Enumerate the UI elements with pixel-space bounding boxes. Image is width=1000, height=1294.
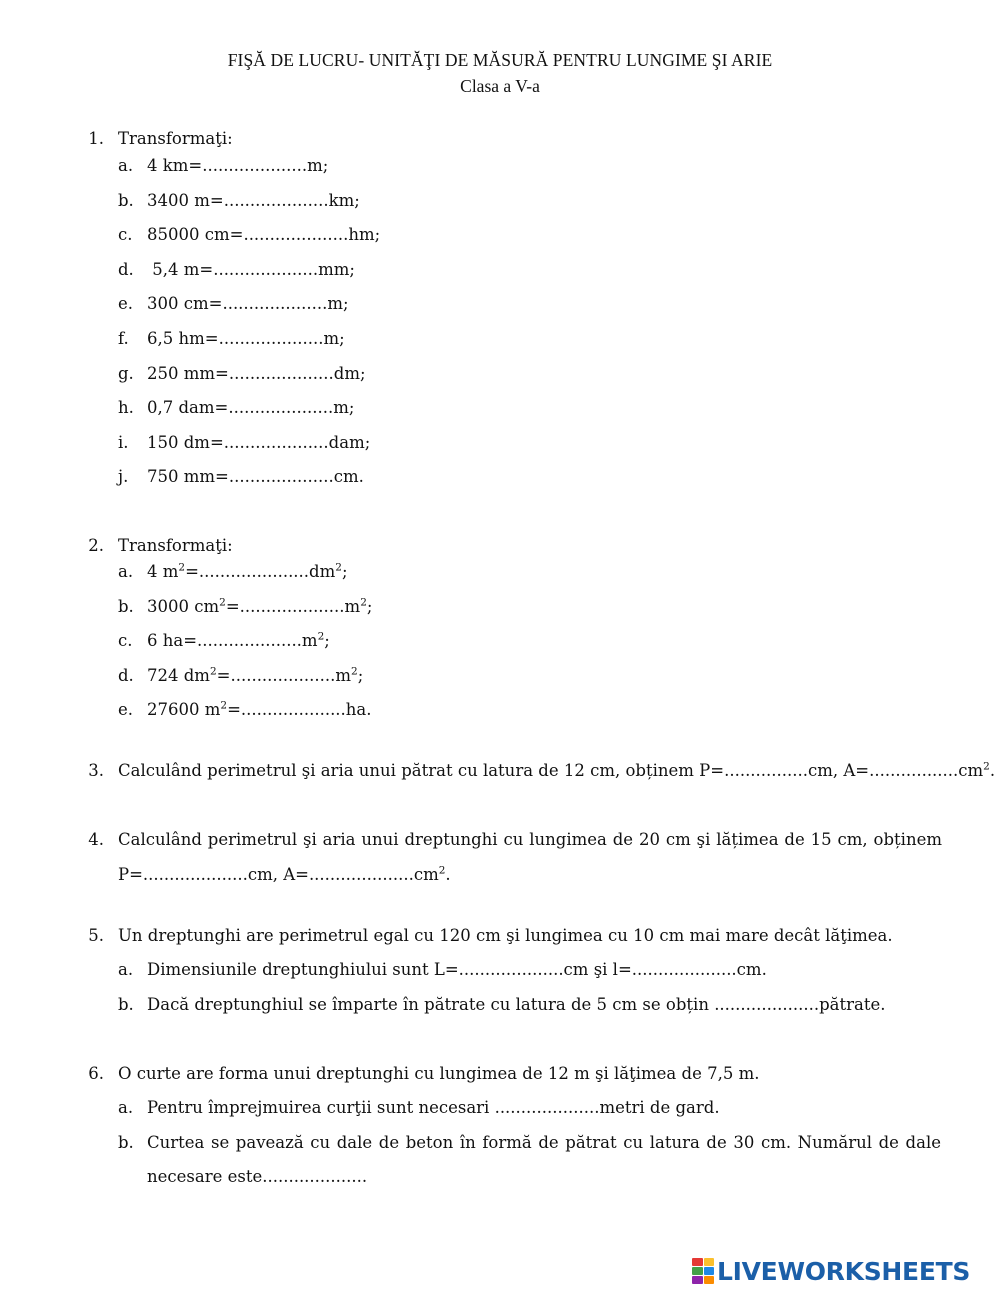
item-text[interactable]: 27600 $m^2=....................ha$. bbox=[147, 699, 372, 720]
item-letter: c. bbox=[118, 631, 133, 651]
item-text[interactable]: 4 km=....................m; bbox=[147, 156, 329, 175]
q6-number: 6. bbox=[88, 1064, 104, 1083]
q3-end: . bbox=[989, 761, 996, 780]
q6-b-letter: b. bbox=[118, 1133, 134, 1152]
item-letter: a. bbox=[118, 156, 134, 175]
q1-number: 1. bbox=[88, 129, 104, 148]
q4-number: 4. bbox=[88, 830, 104, 849]
page-subtitle: Clasa a V-a bbox=[460, 76, 540, 96]
item-letter: a. bbox=[118, 562, 134, 581]
q6-a-text: Pentru împrejmuirea curţii sunt necesari ....................metri de gard. bbox=[147, 1098, 720, 1117]
q5-a-letter: a. bbox=[118, 960, 134, 979]
item-text[interactable]: 3000 $cm^2=....................m^2$; bbox=[147, 596, 373, 616]
q4-line1: Calculând perimetrul şi aria unui dreptunghi cu lungimea de 20 cm şi lățimea de 15 cm, obținem bbox=[118, 830, 942, 849]
q3-number: 3. bbox=[88, 761, 104, 780]
q5-b-letter: b. bbox=[118, 995, 134, 1014]
item-text[interactable]: 300 cm=....................m; bbox=[147, 294, 349, 314]
item-text[interactable]: 4 $m^2=.....................dm^2$; bbox=[147, 561, 348, 581]
item-letter: d. bbox=[118, 259, 134, 279]
liveworksheets-logo[interactable] bbox=[692, 1256, 970, 1286]
item-letter: i. bbox=[118, 432, 129, 452]
item-text[interactable]: 150 dm=....................dam; bbox=[147, 432, 371, 452]
item-text[interactable]: 85000 cm=....................hm; bbox=[147, 225, 381, 245]
page-title: FIŞĂ DE LUCRU- UNITĂŢI DE MĂSURĂ PENTRU LUNGIME ŞI ARIE bbox=[227, 50, 773, 70]
item-text[interactable]: 724 $dm^2=....................m^2$; bbox=[147, 665, 364, 685]
item-letter: c. bbox=[118, 225, 133, 245]
item-letter: f. bbox=[118, 329, 129, 348]
item-letter: e. bbox=[118, 294, 134, 314]
q6-b-line2: necesare este.................... bbox=[147, 1167, 368, 1186]
item-letter: b. bbox=[118, 190, 134, 210]
q2-label: Transformaţi: bbox=[118, 536, 233, 555]
item-text[interactable]: 250 mm=....................dm; bbox=[147, 363, 366, 383]
q5-a-text: Dimensiunile dreptunghiului sunt L=....................cm şi l=....................cm. bbox=[147, 960, 767, 979]
q4-line2: P=....................cm, A=....................cm bbox=[118, 865, 439, 884]
q2-number: 2. bbox=[88, 536, 104, 555]
item-letter: d. bbox=[118, 665, 134, 685]
q5-number: 5. bbox=[88, 926, 104, 945]
item-text[interactable]: 750 mm=....................cm. bbox=[147, 467, 364, 487]
q6-b-line1: Curtea se pavează cu dale de beton în formă de pătrat cu latura de 30 cm. Numărul de dale bbox=[147, 1133, 941, 1152]
item-letter: b. bbox=[118, 596, 134, 616]
logo-text: LIVEWORKSHEETS bbox=[717, 1256, 971, 1286]
q4-line2-row bbox=[118, 864, 451, 886]
item-text[interactable]: 0,7 dam=....................m; bbox=[147, 398, 355, 418]
q6-a-letter: a. bbox=[118, 1098, 134, 1117]
item-text[interactable]: 3400 m=....................km; bbox=[147, 190, 360, 210]
item-text[interactable]: 5,4 m=....................mm; bbox=[147, 259, 355, 279]
q5-b-text: Dacă dreptunghiul se împarte în pătrate cu latura de 5 cm se obțin ....................pătrate. bbox=[147, 995, 886, 1014]
q4-end: . bbox=[445, 865, 451, 884]
item-letter: g. bbox=[118, 363, 134, 383]
q3-exponent: 2 bbox=[983, 760, 990, 773]
item-letter: e. bbox=[118, 700, 134, 720]
q3-text: Calculând perimetrul şi aria unui pătrat cu latura de 12 cm, obținem P=................cm, A=.................cm bbox=[118, 761, 984, 780]
item-text[interactable]: 6 $ha=....................m^2$; bbox=[147, 630, 330, 651]
q1-label: Transformaţi: bbox=[118, 129, 233, 148]
logo-blocks-icon bbox=[692, 1258, 714, 1284]
item-letter: j. bbox=[118, 467, 129, 487]
q5-text: Un dreptunghi are perimetrul egal cu 120 cm şi lungimea cu 10 cm mai mare decât lăţimea. bbox=[118, 926, 893, 945]
q6-text: O curte are forma unui dreptunghi cu lungimea de 12 m şi lăţimea de 7,5 m. bbox=[118, 1064, 760, 1083]
item-text[interactable]: 6,5 hm=....................m; bbox=[147, 329, 345, 348]
item-letter: h. bbox=[118, 398, 134, 418]
q4-exponent: 2 bbox=[438, 864, 446, 877]
